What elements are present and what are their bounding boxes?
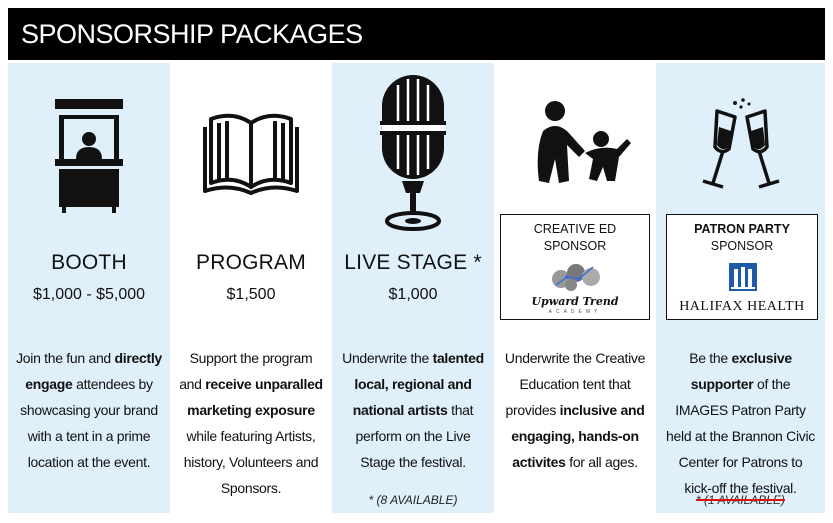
availability-note: * (1 AVAILABLE) <box>696 493 785 507</box>
package-description: Be the exclusive supporter of the IMAGES Patron Party held at the Brannon Civic Center for Patrons to kick-off the festival. <box>666 350 815 496</box>
package-creative-ed <box>494 63 656 513</box>
logo-text: Upward Trend <box>531 295 619 308</box>
package-patron-party <box>656 63 825 513</box>
page-title: SPONSORSHIP PACKAGES <box>21 19 363 49</box>
microphone-icon <box>332 71 494 211</box>
package-price: $1,500 <box>226 286 276 303</box>
sponsor-logo-box <box>666 214 818 320</box>
package-name: LIVE STAGE * <box>344 251 482 274</box>
package-program <box>170 63 332 513</box>
package-price: $1,000 - $5,000 <box>32 286 146 303</box>
package-name: BOOTH <box>51 251 127 274</box>
booth-icon <box>8 83 170 223</box>
logo-title: PATRON PARTY <box>694 222 790 236</box>
logo-title: CREATIVE ED <box>533 222 617 236</box>
package-name: PROGRAM <box>196 251 306 274</box>
sponsor-logo-box <box>500 214 650 320</box>
package-description: Join the fun and directly engage attendees by showcasing your brand with a tent in a prime location at the event. <box>16 350 162 470</box>
package-price: $1,000 <box>388 286 438 303</box>
availability-note: * (8 AVAILABLE) <box>368 493 458 507</box>
package-live-stage <box>332 63 494 513</box>
upward-trend-logo <box>501 259 649 293</box>
logo-title: SPONSOR <box>543 239 607 253</box>
halifax-building-icon <box>667 261 817 293</box>
package-description: Underwrite the Creative Education tent that provides inclusive and engaging, hands-on activites for all ages. <box>504 350 646 470</box>
adult-child-icon <box>494 91 656 231</box>
logo-title: SPONSOR <box>710 239 774 253</box>
package-description: Underwrite the talented local, regional and national artists that perform on the Live Stage the festival. <box>342 350 484 470</box>
package-description: Support the program and receive unparalled marketing exposure while featuring Artists, history, Volunteers and Sponsors. <box>179 350 323 496</box>
logo-text: HALIFAX HEALTH <box>679 299 805 314</box>
logo-subtext: ACADEMY <box>548 309 602 315</box>
package-booth <box>8 63 170 513</box>
open-book-icon <box>170 83 332 223</box>
title-bar <box>8 8 825 60</box>
